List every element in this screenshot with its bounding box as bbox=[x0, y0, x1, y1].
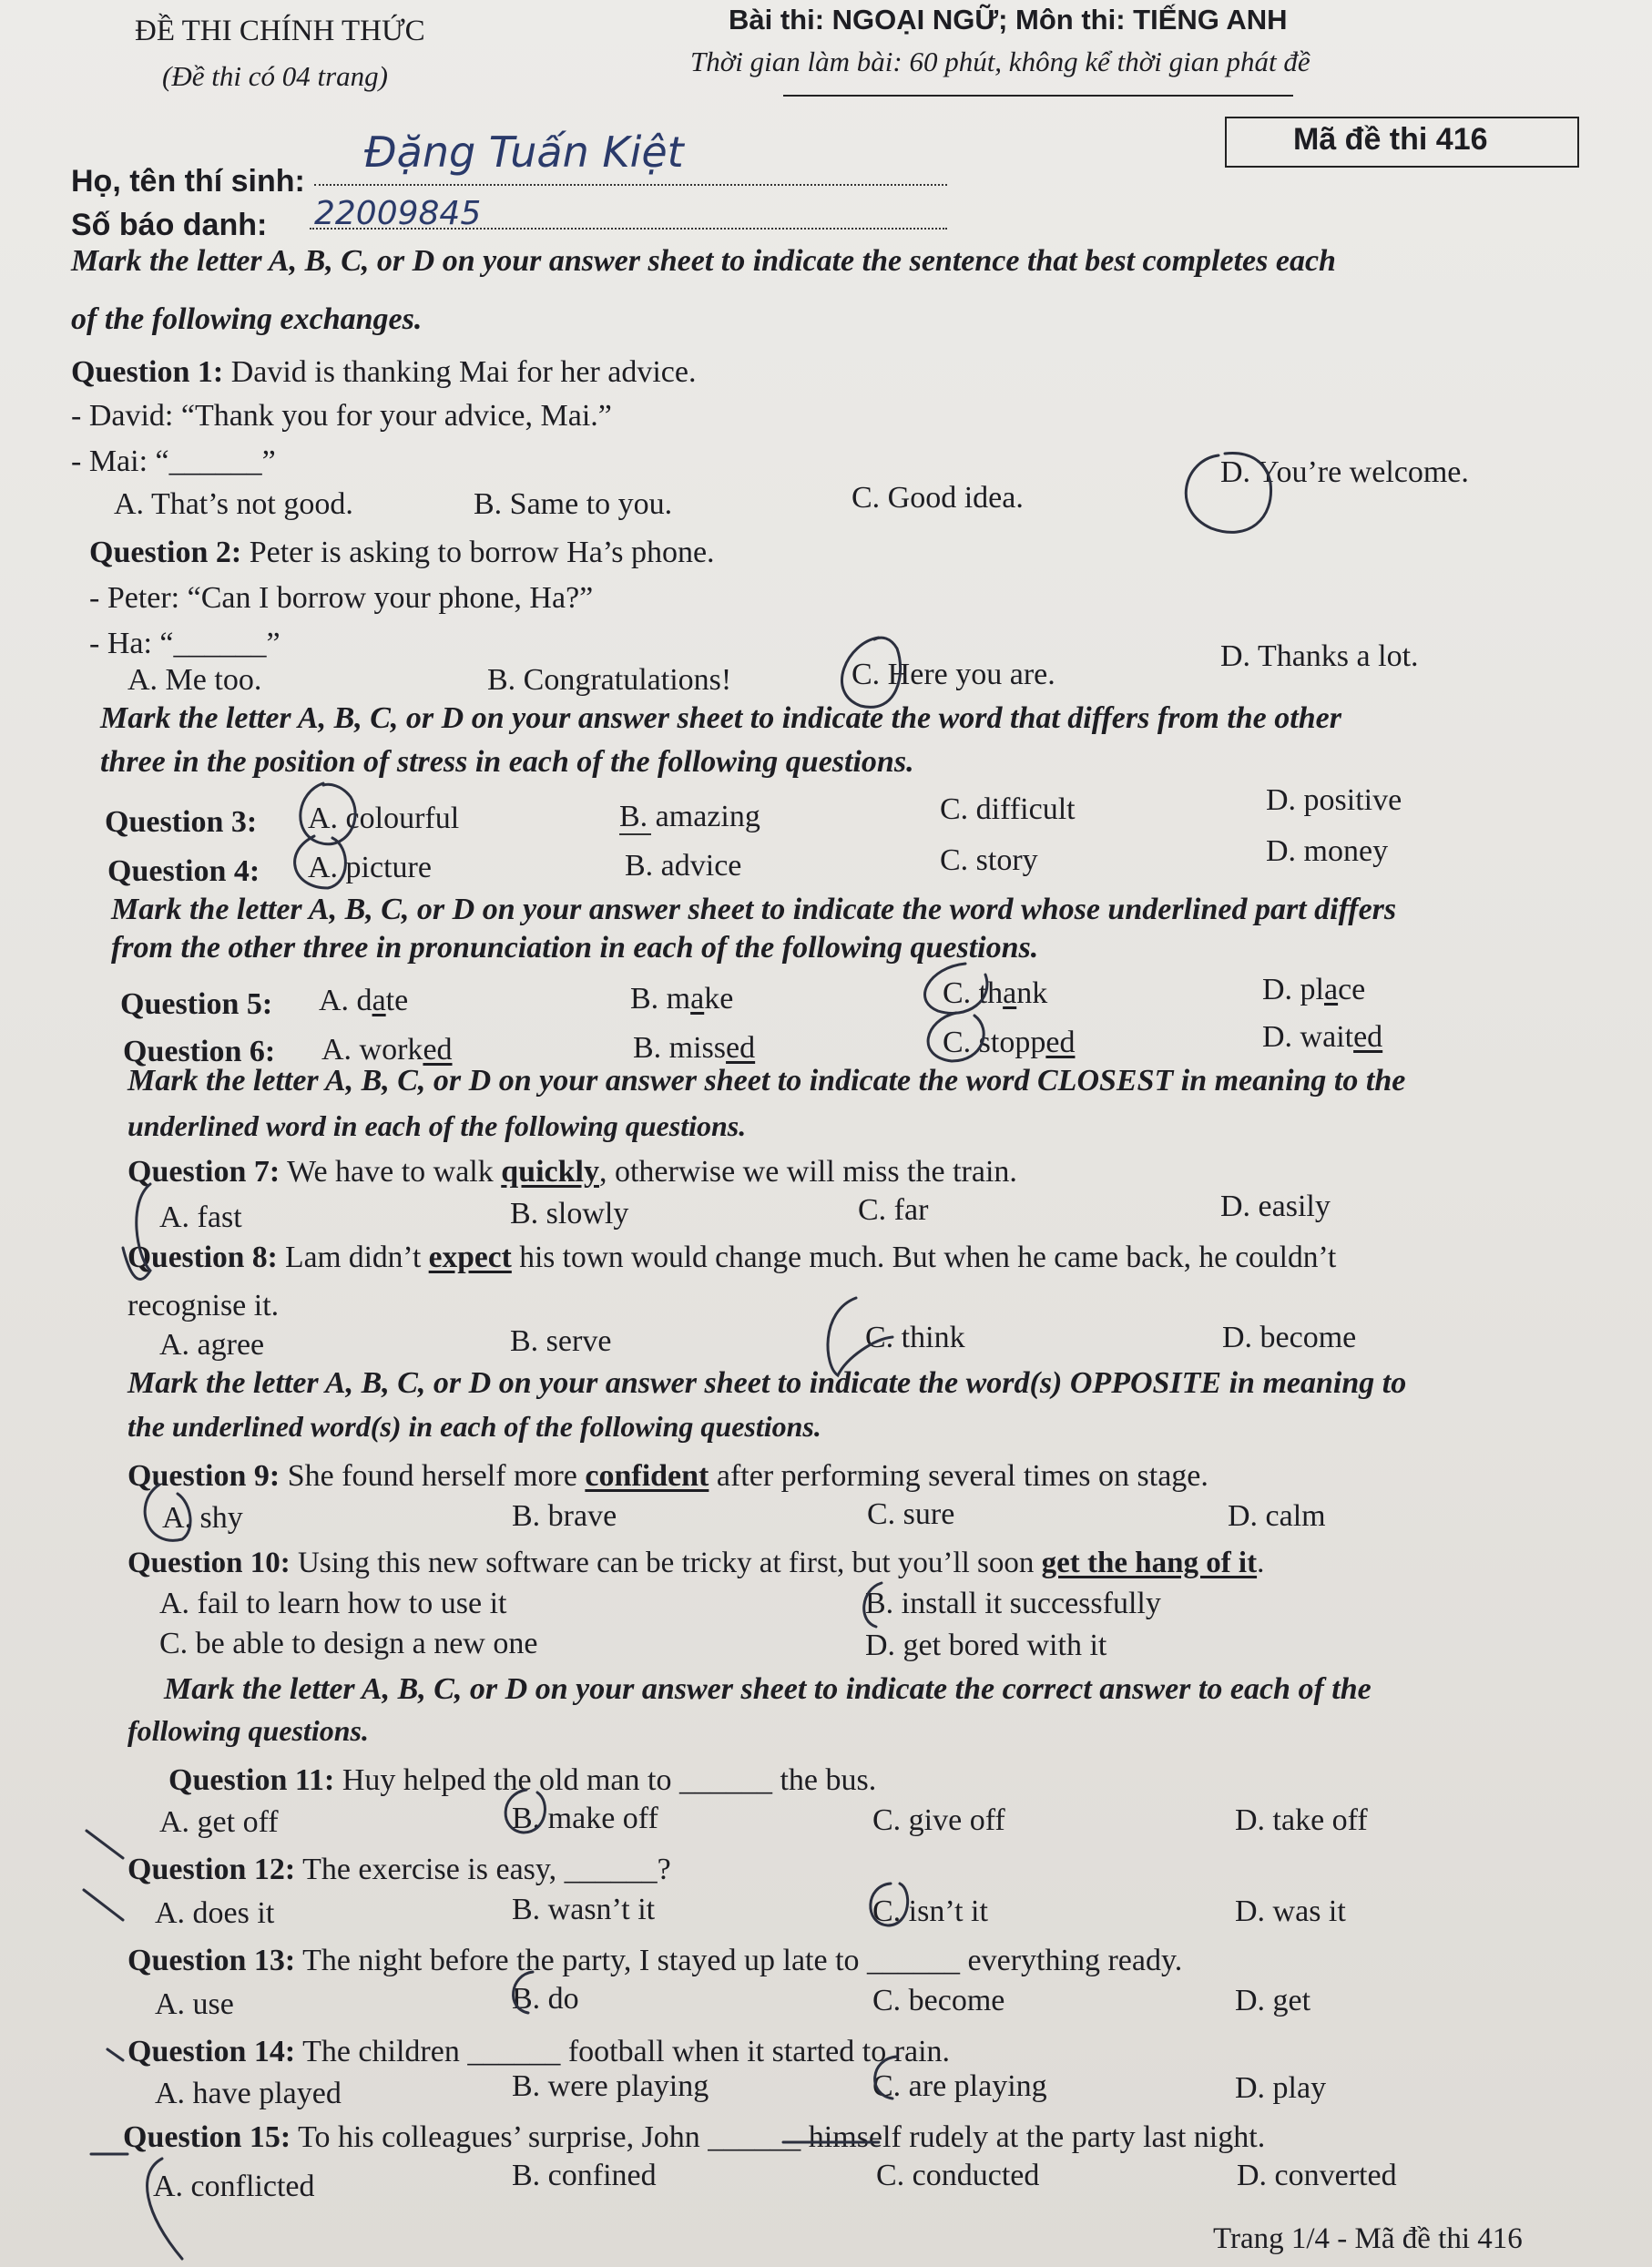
q2-dialogue-1: - Peter: “Can I borrow your phone, Ha?” bbox=[89, 581, 594, 615]
section-1-line-2: of the following exchanges. bbox=[71, 302, 423, 336]
page-footer: Trang 1/4 - Mã đề thi 416 bbox=[1213, 2222, 1523, 2255]
q5-answer-circle bbox=[925, 964, 987, 1013]
q3-option-d[interactable]: D. positive bbox=[1266, 783, 1402, 817]
q11-option-d[interactable]: D. take off bbox=[1235, 1803, 1368, 1837]
name-label: Họ, tên thí sinh: bbox=[71, 164, 305, 199]
q2-dialogue-2: - Ha: “______” bbox=[89, 627, 280, 660]
q8-option-c[interactable]: C. think bbox=[865, 1321, 965, 1354]
question-label: Question 14: bbox=[127, 2035, 296, 2068]
q10-option-d[interactable]: D. get bored with it bbox=[865, 1629, 1107, 1662]
q4-option-a[interactable]: A. picture bbox=[308, 851, 432, 884]
section-2-line-2: three in the position of stress in each of the following questions. bbox=[100, 745, 914, 779]
section-6-line-2: following questions. bbox=[127, 1714, 369, 1747]
q14-option-c[interactable]: C. are playing bbox=[872, 2069, 1047, 2103]
section-4-line-1: Mark the letter A, B, C, or D on your answer sheet to indicate the word CLOSEST in meaning to the bbox=[127, 1064, 1406, 1098]
q1-option-d[interactable]: D. You’re welcome. bbox=[1220, 455, 1469, 489]
question-label: Question 10: bbox=[127, 1547, 291, 1579]
question-text: Lam didn’t bbox=[277, 1241, 429, 1274]
q13-option-c[interactable]: C. become bbox=[872, 1984, 1005, 2017]
q3-option-b[interactable]: B. amazing bbox=[619, 800, 760, 833]
question-stem: The exercise is easy, ______? bbox=[295, 1853, 671, 1886]
question-text: . bbox=[1257, 1547, 1265, 1579]
q13-option-b[interactable]: B. do bbox=[512, 1982, 579, 2016]
q10-option-a[interactable]: A. fail to learn how to use it bbox=[159, 1587, 507, 1620]
underlined-phrase: get the hang of it bbox=[1041, 1547, 1258, 1579]
q15-option-b[interactable]: B. confined bbox=[512, 2159, 657, 2192]
q12-option-a[interactable]: A. does it bbox=[155, 1896, 275, 1930]
q7-option-d[interactable]: D. easily bbox=[1220, 1190, 1331, 1223]
q14-option-b[interactable]: B. were playing bbox=[512, 2069, 709, 2103]
question-stem: Huy helped the old man to ______ the bus. bbox=[334, 1763, 877, 1797]
underlined-word: quickly bbox=[501, 1155, 599, 1189]
q12-option-b[interactable]: B. wasn’t it bbox=[512, 1893, 656, 1926]
q11-option-c[interactable]: C. give off bbox=[872, 1803, 1005, 1837]
margin-tick-1 bbox=[87, 1831, 123, 1858]
q8-continued: recognise it. bbox=[127, 1289, 280, 1322]
q10-answer-circle bbox=[864, 1583, 882, 1627]
q4-option-c[interactable]: C. story bbox=[940, 843, 1038, 877]
q14-answer-circle bbox=[875, 2057, 897, 2099]
question-label: Question 13: bbox=[127, 1944, 296, 1977]
q2-option-d[interactable]: D. Thanks a lot. bbox=[1220, 639, 1419, 673]
q7-answer-circle bbox=[123, 1184, 150, 1280]
underlined-part: a bbox=[1003, 976, 1017, 1010]
subject-line: Bài thi: NGOẠI NGỮ; Môn thi: TIẾNG ANH bbox=[729, 4, 1288, 36]
q3-answer-circle bbox=[301, 783, 355, 844]
question-text: his town would change much. But when he came back, he couldn’t bbox=[511, 1241, 1337, 1274]
option-text: B. miss bbox=[633, 1031, 727, 1065]
q10-option-b[interactable]: B. install it successfully bbox=[865, 1587, 1161, 1620]
q15-option-d[interactable]: D. converted bbox=[1237, 2159, 1397, 2192]
official-label: ĐỀ THI CHÍNH THỨC bbox=[135, 15, 425, 47]
option-text: D. pl bbox=[1262, 973, 1324, 1006]
q14-option-d[interactable]: D. play bbox=[1235, 2071, 1327, 2105]
q1-option-b[interactable]: B. Same to you. bbox=[474, 487, 673, 521]
option-text: ke bbox=[704, 982, 734, 1016]
option-text: ce bbox=[1338, 973, 1366, 1006]
question-stem: The night before the party, I stayed up late to ______ everything ready. bbox=[295, 1944, 1183, 1977]
question-label: Question 8: bbox=[127, 1241, 278, 1274]
underlined-part: ed bbox=[726, 1031, 756, 1065]
q12-option-c[interactable]: C. isn’t it bbox=[872, 1894, 988, 1928]
question-stem: David is thanking Mai for her advice. bbox=[223, 355, 697, 389]
q1-dialogue-2: - Mai: “______” bbox=[71, 444, 276, 478]
name-handwritten: Đặng Tuấn Kiệt bbox=[364, 128, 684, 177]
option-text: D. wait bbox=[1262, 1020, 1354, 1054]
underlined-word: expect bbox=[428, 1241, 512, 1274]
q1-option-a[interactable]: A. That’s not good. bbox=[114, 487, 353, 521]
exam-code: Mã đề thi 416 bbox=[1293, 122, 1488, 157]
margin-tick-2 bbox=[84, 1890, 123, 1920]
q11-answer-circle bbox=[505, 1790, 545, 1833]
option-text: nk bbox=[1016, 976, 1048, 1010]
q11-option-a[interactable]: A. get off bbox=[159, 1805, 279, 1839]
q12-answer-circle bbox=[871, 1884, 908, 1925]
q4-option-d[interactable]: D. money bbox=[1266, 834, 1389, 868]
option-text: B. m bbox=[630, 982, 691, 1016]
q9-option-c[interactable]: C. sure bbox=[867, 1497, 955, 1531]
question-label: Question 9: bbox=[127, 1459, 280, 1493]
q14-option-a[interactable]: A. have played bbox=[155, 2077, 342, 2110]
question-stem: The children ______ football when it started to rain. bbox=[295, 2035, 951, 2068]
section-6-line-1: Mark the letter A, B, C, or D on your answer sheet to indicate the correct answer to each of the bbox=[164, 1672, 1372, 1706]
q15-answer-circle bbox=[148, 2159, 182, 2259]
q11-option-b[interactable]: B. make off bbox=[512, 1802, 658, 1835]
q6-answer-circle bbox=[928, 1013, 984, 1061]
question-label: Question 15: bbox=[123, 2120, 291, 2154]
q8-option-b[interactable]: B. serve bbox=[510, 1324, 612, 1358]
time-note: Thời gian làm bài: 60 phút, không kể thời gian phát đề bbox=[690, 46, 1310, 77]
q7-option-c[interactable]: C. far bbox=[858, 1193, 929, 1227]
q13-option-a[interactable]: A. use bbox=[155, 1987, 234, 2021]
underlined-part: ed bbox=[423, 1033, 453, 1067]
q2-option-b[interactable]: B. Congratulations! bbox=[487, 663, 732, 697]
question-stem: Peter is asking to borrow Ha’s phone. bbox=[241, 536, 715, 569]
question-6: Question 6: bbox=[123, 1035, 276, 1068]
q13-answer-circle bbox=[514, 1972, 533, 2013]
section-5-line-2: the underlined word(s) in each of the following questions. bbox=[127, 1410, 821, 1443]
section-2-line-1: Mark the letter A, B, C, or D on your answer sheet to indicate the word that differs from the other bbox=[100, 701, 1341, 735]
question-label: Question 1: bbox=[71, 355, 224, 389]
q9-option-b[interactable]: B. brave bbox=[512, 1499, 617, 1533]
section-4-line-2: underlined word in each of the following questions. bbox=[127, 1109, 747, 1142]
q2-answer-circle bbox=[842, 638, 901, 707]
question-text: Using this new software can be tricky at first, but you’ll soon bbox=[290, 1547, 1042, 1579]
q12-option-d[interactable]: D. was it bbox=[1235, 1894, 1346, 1928]
question-label: Question 2: bbox=[89, 536, 242, 569]
question-5: Question 5: bbox=[120, 987, 273, 1021]
q8-answer-circle bbox=[828, 1298, 892, 1375]
q2-option-c[interactable]: C. Here you are. bbox=[851, 658, 1055, 691]
q15-option-a[interactable]: A. conflicted bbox=[153, 2170, 315, 2203]
question-4: Question 4: bbox=[107, 854, 260, 888]
option-text: A. d bbox=[319, 984, 372, 1017]
id-handwritten: 22009845 bbox=[314, 195, 482, 232]
question-label: Question 7: bbox=[127, 1155, 280, 1189]
q15-option-c[interactable]: C. conducted bbox=[876, 2159, 1040, 2192]
q7-option-a[interactable]: A. fast bbox=[159, 1200, 242, 1234]
section-3-line-2: from the other three in pronunciation in each of the following questions. bbox=[111, 931, 1039, 965]
q13-option-d[interactable]: D. get bbox=[1235, 1984, 1311, 2017]
q3-option-c[interactable]: C. difficult bbox=[940, 792, 1076, 826]
question-3: Question 3: bbox=[105, 805, 258, 839]
q1-option-c[interactable]: C. Good idea. bbox=[851, 481, 1024, 515]
question-text: She found herself more bbox=[280, 1459, 586, 1493]
section-3-line-1: Mark the letter A, B, C, or D on your answer sheet to indicate the word whose underlined part differs bbox=[111, 893, 1397, 926]
id-label: Số báo danh: bbox=[71, 208, 268, 242]
question-text: , otherwise we will miss the train. bbox=[598, 1155, 1017, 1189]
q3-option-a[interactable]: A. colourful bbox=[308, 802, 460, 835]
q1-dialogue-1: - David: “Thank you for your advice, Mai.” bbox=[71, 399, 612, 433]
underlined-word: confident bbox=[585, 1459, 709, 1493]
underlined-part: a bbox=[1324, 973, 1339, 1006]
q10-option-c[interactable]: C. be able to design a new one bbox=[159, 1627, 538, 1660]
option-text: te bbox=[385, 984, 409, 1017]
question-text: after performing several times on stage. bbox=[709, 1459, 1208, 1493]
q8-option-a[interactable]: A. agree bbox=[159, 1328, 265, 1362]
q2-option-a[interactable]: A. Me too. bbox=[127, 663, 262, 697]
option-text: C. th bbox=[943, 976, 1004, 1010]
question-stem: To his colleagues’ surprise, John ______ himself rudely at the party last night. bbox=[291, 2120, 1266, 2154]
section-1-line-1: Mark the letter A, B, C, or D on your answer sheet to indicate the sentence that best completes each bbox=[71, 244, 1336, 278]
pages-note: (Đề thi có 04 trang) bbox=[162, 60, 388, 92]
underlined-part: a bbox=[690, 982, 705, 1016]
section-5-line-1: Mark the letter A, B, C, or D on your answer sheet to indicate the word(s) OPPOSITE in meaning to bbox=[127, 1366, 1407, 1400]
q8-option-d[interactable]: D. become bbox=[1222, 1321, 1357, 1354]
q9-option-a[interactable]: A. shy bbox=[162, 1501, 243, 1535]
question-text: We have to walk bbox=[280, 1155, 502, 1189]
question-label: Question 12: bbox=[127, 1853, 296, 1886]
option-text: A. work bbox=[321, 1033, 423, 1067]
underlined-part: ed bbox=[1045, 1026, 1076, 1059]
q9-answer-circle bbox=[145, 1485, 190, 1540]
q9-option-d[interactable]: D. calm bbox=[1228, 1499, 1326, 1533]
q4-option-b[interactable]: B. advice bbox=[625, 849, 742, 883]
underlined-part: a bbox=[372, 984, 386, 1017]
margin-tick-3 bbox=[107, 2049, 123, 2060]
q7-option-b[interactable]: B. slowly bbox=[510, 1197, 629, 1231]
question-label: Question 11: bbox=[168, 1763, 335, 1797]
q1-answer-circle bbox=[1186, 453, 1270, 532]
underlined-part: ed bbox=[1353, 1020, 1383, 1054]
option-text: C. stopp bbox=[943, 1026, 1046, 1059]
